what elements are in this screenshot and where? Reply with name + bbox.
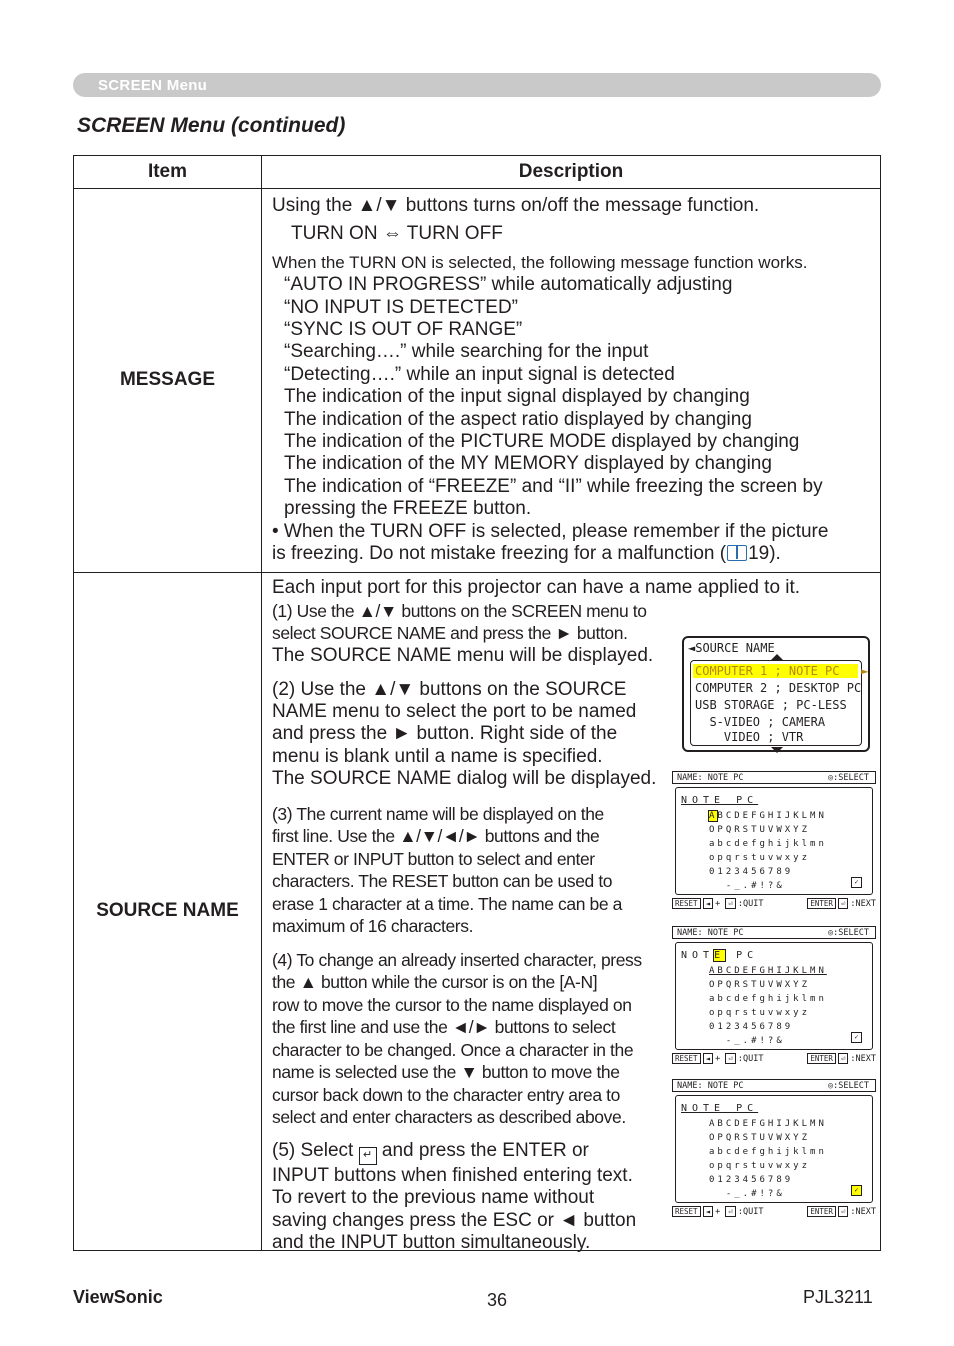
step-2-line: NAME menu to select the port to be named [272,700,637,722]
message-line: Using the ▲/▼ buttons turns on/off the message function. [272,195,760,216]
input-icon: ⏎ [838,1206,849,1217]
table-row-source-name [74,572,881,1250]
list-item: “Searching….” while searching for the input [284,341,649,363]
list-item: The indication of “FREEZE” and “II” while freezing the screen by [284,475,823,497]
osd-menu-item[interactable]: USB STORAGE ; PC-LESS [695,697,847,712]
input-icon: ⏎ [725,1053,736,1064]
list-item: “Detecting….” while an input signal is detected [284,363,675,385]
list-item: pressing the FREEZE button. [284,498,532,520]
step-4-line: row to move the cursor to the name displayed on [272,994,632,1015]
step-1 [272,600,672,668]
page-number: 36 [487,1290,508,1310]
table-header-row [74,156,881,189]
dialog-body [675,942,873,1050]
next-label: :NEXT [850,1206,876,1217]
step-4-line: cursor back down to the character entry area to [272,1084,620,1105]
list-item: The indication of the input signal displayed by changing [284,386,750,408]
char-row[interactable]: opqrstuvwxyz [709,1160,811,1171]
step-2 [272,679,672,791]
table-row-message [74,189,881,573]
char-row[interactable]: 0123456789 [709,1174,794,1185]
item-message: MESSAGE [74,189,262,573]
step-5-line: and the INPUT button simultaneously. [272,1232,591,1254]
char-row-rest[interactable]: BCDEFGHIJKLMN [717,810,827,821]
page-title: SCREEN Menu (continued) [77,114,346,137]
dialog-button-bar: RESET ◄ + ⏎ :QUIT ENTER ⏎ :NEXT [672,1206,876,1219]
dialog-select-hint: ◎:SELECT [828,772,869,783]
reset-button[interactable]: RESET [672,1206,701,1217]
source-name-content [262,573,880,1254]
left-arrow-icon: ◄ [703,1206,714,1217]
enter-check-icon[interactable]: ✓ [851,1032,862,1043]
name-cursor[interactable]: E [714,949,726,961]
char-row[interactable]: abcdefghijklmn [709,838,827,849]
reset-button[interactable]: RESET [672,1053,701,1064]
char-row[interactable]: -_.#!?& [709,1035,785,1046]
step-4-line: name is selected use the ▼ button to move the [272,1062,620,1082]
step-4-line: (4) To change an already inserted character, press [272,949,642,970]
input-icon: ⏎ [838,1053,849,1064]
list-item: “SYNC IS OUT OF RANGE” [284,319,523,341]
step-5-line: saving changes press the ESC or ◄ button [272,1209,637,1231]
source-name-intro: Each input port for this projector can have a name applied to it. [272,576,801,598]
char-row[interactable]: abcdefghijklmn [709,1146,827,1157]
dialog-button-bar: RESET ◄ + ⏎ :QUIT ENTER ⏎ :NEXT [672,1053,876,1066]
quit-label: :QUIT [737,1053,764,1064]
message-note-cont [272,543,872,565]
step-3 [272,803,672,938]
source-name-dialog-3 [672,1079,876,1219]
source-name-dialog-1 [672,771,876,911]
dpad-icon: ◎ [828,927,834,938]
message-note: • When the TURN OFF is selected, please remember if the picture [272,520,829,542]
reset-button[interactable]: RESET [672,898,701,909]
step-2-line: and press the ► button. Right side of the [272,723,618,745]
dpad-icon: ◎ [828,1080,834,1091]
dialog-select-hint: ◎:SELECT [828,927,869,938]
char-row[interactable]: abcdefghijklmn [709,993,827,1004]
osd-menu-item[interactable]: S-VIDEO ; CAMERA [695,714,826,729]
section-banner [73,73,881,97]
char-row[interactable]: OPQRSTUVWXYZ [709,979,811,990]
char-cursor[interactable]: A [709,810,718,821]
next-label: :NEXT [850,898,876,909]
quit-label: :QUIT [737,898,764,909]
dialog-title: NAME: NOTE PC [677,772,744,783]
char-row[interactable]: -_.#!?& [709,880,785,891]
name-field[interactable]: NOTE PC [681,949,759,961]
osd-menu-header: ◄SOURCE NAME [688,640,775,655]
dialog-select-hint: ◎:SELECT [828,1080,869,1091]
enter-check-icon[interactable]: ✓ [851,877,862,888]
column-header-description: Description [262,156,881,189]
description-message [262,189,881,573]
enter-button[interactable]: ENTER [807,1206,836,1217]
left-arrow-icon: ◄ [703,1053,714,1064]
char-row[interactable]: 0123456789 [709,1021,794,1032]
item-source-name: SOURCE NAME [74,572,262,1250]
step-1-line: select SOURCE NAME and press the ► button. [272,623,628,643]
dialog-title-bar [672,771,876,784]
list-item: The indication of the aspect ratio displayed by changing [284,408,752,430]
char-row[interactable]: OPQRSTUVWXYZ [709,824,811,835]
source-name-dialog-2 [672,926,876,1066]
input-icon: ⏎ [838,898,849,909]
osd-menu-item[interactable]: VIDEO ; VTR [695,729,804,744]
left-arrow-icon: ◄ [703,898,714,909]
dpad-icon: ◎ [828,772,834,783]
dialog-title-bar [672,1079,876,1092]
footer-model: PJL3211 [803,1287,873,1307]
description-source-name [262,572,881,1254]
step-4 [272,949,672,1129]
step-3-line: first line. Use the ▲/▼/◄/► buttons and the [272,826,600,846]
enter-return-icon: ↵ [359,1147,377,1165]
char-row[interactable]: ABCDEFGHIJKLMN [709,1118,827,1129]
step-3-line: maximum of 16 characters. [272,916,474,936]
name-field[interactable]: NOTE PC [681,1102,759,1114]
dialog-button-bar: RESET ◄ + ⏎ :QUIT ENTER ⏎ :NEXT [672,898,876,911]
step-1-line: The SOURCE NAME menu will be displayed. [272,644,654,666]
list-item: “AUTO IN PROGRESS” while automatically adjusting [284,274,733,296]
dialog-title: NAME: NOTE PC [677,1080,744,1091]
step-5-line: To revert to the previous name without [272,1187,595,1209]
scroll-up-icon [771,654,783,660]
book-reference-icon [727,545,747,561]
osd-menu-item-selected[interactable]: COMPUTER 1 ; NOTE PC ► [695,663,869,678]
step-5-text: and press the ENTER or [381,1139,589,1161]
step-4-line: select and enter characters as described above. [272,1107,626,1127]
step-3-line: erase 1 character at a time. The name can be a [272,893,622,914]
footer-brand: ViewSonic [73,1287,163,1307]
source-name-osd-menu [682,636,870,752]
char-row[interactable] [709,811,827,821]
list-item: The indication of the MY MEMORY displayed by changing [284,453,772,475]
step-4-line: the ▲ button while the cursor is on the [A-N] [272,972,598,992]
char-row[interactable]: opqrstuvwxyz [709,852,811,863]
column-header-item: Item [74,156,262,189]
step-4-line: character to be changed. Once a character in the [272,1039,634,1060]
quit-label: :QUIT [737,1206,764,1217]
step-3-line: ENTER or INPUT button to select and enter [272,848,595,869]
step-5-line: INPUT buttons when finished entering text. [272,1164,633,1186]
dialog-title-bar [672,926,876,939]
step-3-line: (3) The current name will be displayed on the [272,803,604,824]
char-row[interactable]: OPQRSTUVWXYZ [709,1132,811,1143]
list-item: “NO INPUT IS DETECTED” [284,296,518,318]
enter-button[interactable]: ENTER [807,898,836,909]
step-5 [272,1140,672,1255]
step-2-line: (2) Use the ▲/▼ buttons on the SOURCE [272,678,627,700]
step-2-line: menu is blank until a name is specified. [272,745,603,767]
char-row[interactable]: ABCDEFGHIJKLMN [709,965,827,976]
char-row[interactable]: opqrstuvwxyz [709,1007,811,1018]
char-row[interactable]: -_.#!?& [709,1188,785,1199]
osd-menu-list [690,660,869,746]
message-toggle: TURN ON ⇔ TURN OFF [291,223,503,245]
menu-table [73,155,881,1254]
message-intro: When the TURN ON is selected, the following message function works. [272,252,808,272]
enter-button[interactable]: ENTER [807,1053,836,1064]
list-item: The indication of the PICTURE MODE displayed by changing [284,431,800,453]
osd-menu-item[interactable]: COMPUTER 2 ; DESKTOP PC [695,680,862,695]
next-label: :NEXT [850,1053,876,1064]
input-icon: ⏎ [725,1206,736,1217]
dialog-body [675,787,873,895]
step-1-line: (1) Use the ▲/▼ buttons on the SCREEN menu to [272,600,647,621]
input-icon: ⏎ [725,898,736,909]
dialog-title: NAME: NOTE PC [677,927,744,938]
enter-check-icon[interactable]: ✓ [851,1185,862,1196]
step-5-line [272,1140,672,1165]
step-3-line: characters. The RESET button can be used to [272,871,613,891]
char-row[interactable]: 0123456789 [709,866,794,877]
scroll-down-icon [771,747,783,753]
step-4-line: the first line and use the ◄/► buttons to select [272,1017,616,1037]
step-5-text: (5) Select [272,1139,354,1161]
note-text: is freezing. Do not mistake freezing for a malfunction ( [272,543,727,565]
name-field[interactable]: NOTE PC [681,794,759,806]
dialog-body [675,1095,873,1203]
banner-label: SCREEN Menu [98,77,208,94]
step-2-line: The SOURCE NAME dialog will be displayed. [272,768,657,790]
note-page: 19). [748,543,781,565]
